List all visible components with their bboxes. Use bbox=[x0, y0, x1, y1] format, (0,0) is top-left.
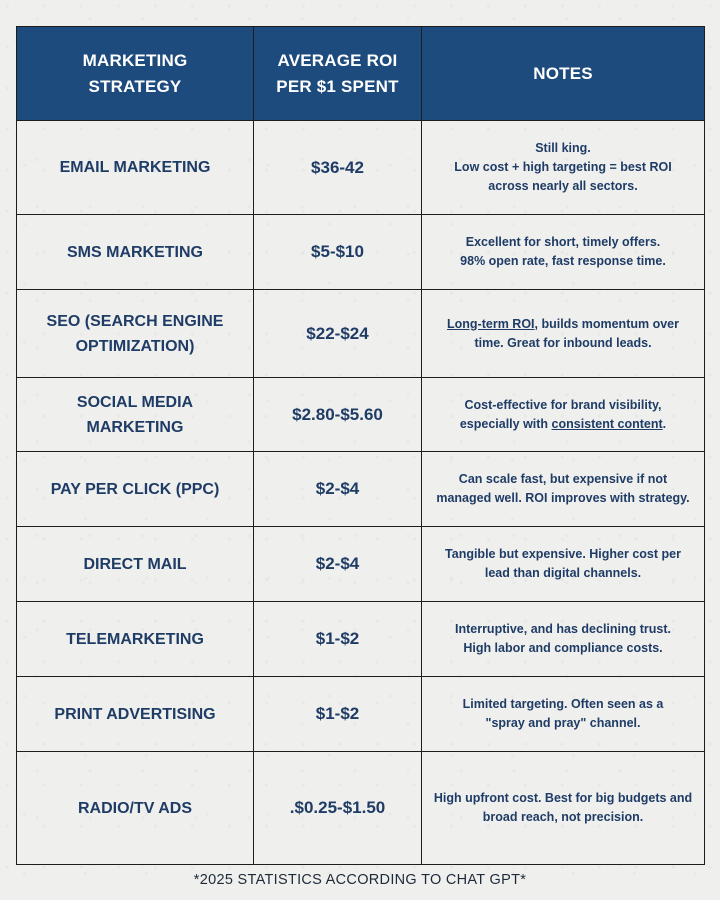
notes-cell: Tangible but expensive. Higher cost per lead than digital channels. bbox=[422, 527, 705, 602]
header-notes: NOTES bbox=[422, 27, 705, 121]
header-roi: AVERAGE ROI PER $1 SPENT bbox=[254, 27, 422, 121]
long-term-roi-link[interactable]: Long-term ROI bbox=[447, 316, 535, 331]
strategy-cell: PAY PER CLICK (PPC) bbox=[17, 452, 254, 527]
notes-cell: Interruptive, and has declining trust. High labor and compliance costs. bbox=[422, 602, 705, 677]
strategy-cell: SEO (SEARCH ENGINE OPTIMIZATION) bbox=[17, 290, 254, 378]
strategy-cell: SOCIAL MEDIA MARKETING bbox=[17, 378, 254, 452]
table-row bbox=[17, 752, 705, 865]
header-strategy: MARKETING STRATEGY bbox=[17, 27, 254, 121]
strategy-cell: PRINT ADVERTISING bbox=[17, 677, 254, 752]
table-row bbox=[17, 527, 705, 602]
strategy-cell: DIRECT MAIL bbox=[17, 527, 254, 602]
table-row bbox=[17, 452, 705, 527]
strategy-cell: TELEMARKETING bbox=[17, 602, 254, 677]
notes-cell: High upfront cost. Best for big budgets and broad reach, not precision. bbox=[422, 752, 705, 865]
strategy-cell: EMAIL MARKETING bbox=[17, 121, 254, 215]
footer-note: *2025 STATISTICS ACCORDING TO CHAT GPT* bbox=[193, 872, 527, 888]
roi-cell: $2-$4 bbox=[254, 452, 422, 527]
roi-cell: $36-42 bbox=[254, 121, 422, 215]
roi-table bbox=[16, 26, 705, 865]
strategy-cell: SMS MARKETING bbox=[17, 215, 254, 290]
roi-cell: $2.80-$5.60 bbox=[254, 378, 422, 452]
table-row bbox=[17, 121, 705, 215]
notes-cell: Cost-effective for brand visibility, especially with consistent content. bbox=[422, 378, 705, 452]
roi-cell: $2-$4 bbox=[254, 527, 422, 602]
strategy-cell: RADIO/TV ADS bbox=[17, 752, 254, 865]
table-row bbox=[17, 677, 705, 752]
notes-cell: Excellent for short, timely offers. 98% open rate, fast response time. bbox=[422, 215, 705, 290]
consistent-content-link[interactable]: consistent content bbox=[551, 416, 663, 431]
roi-cell: .$0.25-$1.50 bbox=[254, 752, 422, 865]
notes-cell: Limited targeting. Often seen as a "spray and pray" channel. bbox=[422, 677, 705, 752]
table-row bbox=[17, 290, 705, 378]
table-row bbox=[17, 378, 705, 452]
notes-cell: Can scale fast, but expensive if not managed well. ROI improves with strategy. bbox=[422, 452, 705, 527]
table-header-row bbox=[17, 27, 705, 121]
table-row bbox=[17, 215, 705, 290]
roi-cell: $22-$24 bbox=[254, 290, 422, 378]
table-row bbox=[17, 602, 705, 677]
roi-cell: $1-$2 bbox=[254, 602, 422, 677]
roi-cell: $1-$2 bbox=[254, 677, 422, 752]
notes-cell: Long-term ROI, builds momentum over time. Great for inbound leads. bbox=[422, 290, 705, 378]
notes-cell: Still king. Low cost + high targeting = best ROI across nearly all sectors. bbox=[422, 121, 705, 215]
roi-cell: $5-$10 bbox=[254, 215, 422, 290]
